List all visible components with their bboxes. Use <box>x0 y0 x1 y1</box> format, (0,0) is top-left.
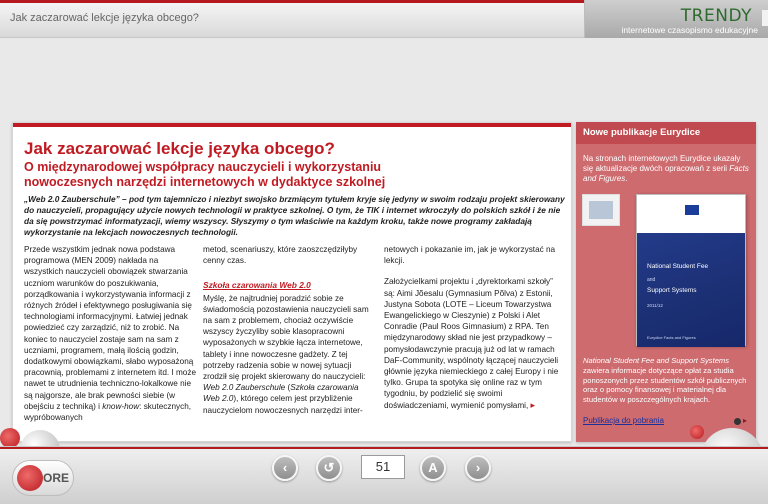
report-cover-band <box>637 233 745 347</box>
column-3-paragraph-2 <box>384 276 564 410</box>
brand-subtitle: internetowe czasopismo edukacyjne <box>621 25 758 35</box>
report-cover-top <box>637 195 745 233</box>
article-accent <box>13 123 571 127</box>
next-arrow-icon[interactable]: ▸ <box>743 416 748 425</box>
text-span: Myślę, że najtrudniej poradzić sobie ze świadomością pozostawienia nauczycieli sam na sam z problemem, chociaż oczywiście wszyscy życzyliby sobie klasopracowni wyposażonych w szybkie łącza internetowe, tablety i inne nowoczesne gadżety. Z tej potrzeby radzenia sobie w nowej sytuacji zrodził się projekt skierowany do nauczycieli: <box>203 293 369 382</box>
article-column-2 <box>203 244 375 426</box>
ore-logo[interactable] <box>12 460 74 496</box>
article-title: Jak zaczarować lekcje języka obcego? <box>24 139 335 158</box>
emphasis: National Student Fee and Support Systems <box>583 356 730 365</box>
sidebar-panel <box>576 122 756 442</box>
top-bar <box>0 0 768 38</box>
article-lead: „Web 2.0 Zauberschule” – pod tym tajemniczo i niezbyt swojsko brzmiącym tytułem kryje się jedyny w swoim rodzaju projekt skierowany do nauczycieli, propagujący użycie nowych technologii w praktyce szkolnej. O tym, że TIK i internet wkroczyły do polskich szkół i że nie da się powstrzymać informatyzacji, wiemy wszyscy. Słyszymy o tym właściwie na każdym kroku, także nowe programy zakładają wykorzystanie na lekcjach nowoczesnych technologii. <box>24 194 565 237</box>
emphasis: Facts and Figures <box>583 164 749 183</box>
text-span: ), którego celem jest przybliżenie nauczycielom nowoczesnych narzędzi inter- <box>203 394 363 415</box>
article-column-1 <box>24 244 196 433</box>
column-3-paragraph: netowych i pokazanie im, jak je wykorzystać na lekcji. <box>384 245 556 266</box>
publication-thumbnail[interactable] <box>582 194 620 226</box>
text-span: . <box>625 174 628 183</box>
pager-dot-icon[interactable] <box>734 418 741 425</box>
page-number[interactable]: 51 <box>361 455 405 479</box>
column-2-paragraph-2 <box>203 293 375 416</box>
column-1-paragraph <box>24 244 196 423</box>
column-2-paragraph: metod, scenariuszy, które zaoszczędziłyby cenny czas. <box>203 245 358 266</box>
back-button[interactable]: ↺ <box>316 455 342 481</box>
emphasis: Web 2.0 Zauberschule <box>203 383 286 393</box>
article-panel <box>12 122 572 442</box>
article-subtitle: O międzynarodowej współpracy nauczycieli i wykorzystaniu nowoczesnych narzędzi internetowych w dydaktyce szkolnej <box>24 160 386 189</box>
report-cover[interactable] <box>636 194 746 346</box>
section-heading: Szkoła czarowania Web 2.0 <box>203 280 311 291</box>
decorative-red-sphere <box>0 428 20 448</box>
next-page-button[interactable]: › <box>465 455 491 481</box>
eu-flag-icon <box>685 205 699 215</box>
header-title: Jak zaczarować lekcje języka obcego? <box>10 12 199 24</box>
continue-arrow-icon[interactable]: ▸ <box>530 399 536 410</box>
emphasis: know-how <box>102 401 140 411</box>
thumbnail-image <box>589 201 613 219</box>
ore-logo-text: ORE <box>43 471 70 485</box>
sidebar-description <box>583 356 751 405</box>
text-span: Przede wszystkim jednak nowa podstawa programowa (MEN 2009) nakłada na wszystkich nauczycieli obowiązek stwarzania uczniom warunków do poszukiwania, porządkowania i wykorzystywania informacji z różnych źródeł i efektywnego posługiwania się technologiami informacyjnymi. Łatwiej jednak powiedzieć czy zarządzić, niż to zrobić. Na koniec to nauczyciel zostaje sam na sam z uczniami, programem, małą ilością godzin, dodatkowymi obowiązkami, słabo wyposażoną pracownią, problemami z internetem itd. I może nawet te utrudnienia techniczno-lokalkowe nie są najgorsze, ale brak pewności siebie (w obejściu z techniką) i <box>24 245 197 411</box>
brand-tab <box>762 10 768 26</box>
report-series: Eurydice Facts and Figures <box>647 335 696 340</box>
brand-logo: TRENDY <box>680 6 752 26</box>
sidebar-intro <box>583 154 751 184</box>
bottom-accent-stripe <box>0 447 768 449</box>
decorative-red-sphere-small <box>690 425 704 439</box>
report-year: 2011/12 <box>647 303 663 308</box>
article-column-3 <box>384 244 564 421</box>
emphasis: Szkoła czarowania Web 2.0 <box>203 383 359 404</box>
prev-page-button[interactable]: ‹ <box>272 455 298 481</box>
report-title-line-3: Support Systems <box>647 287 697 294</box>
text-span: zawiera informacje dotyczące opłat za studia ponoszonych przez studentów szkół publicznych oraz o pomocy finansowej i materialnej dla studentów w poszczególnych krajach. <box>583 365 747 405</box>
ore-logo-circle-icon <box>17 465 43 491</box>
report-title-line-1: National Student Fee <box>647 263 709 270</box>
text-span: : skutecznych, wypróbowanych <box>24 401 192 423</box>
text-span: ( <box>285 383 291 393</box>
text-span: Na stronach internetowych Eurydice ukazały się aktualizacje dwóch opracowań z serii <box>583 154 741 173</box>
sidebar-title: Nowe publikacje Eurydice <box>583 127 701 138</box>
sidebar-header <box>576 122 756 144</box>
report-title-line-2: and <box>647 277 656 283</box>
download-link[interactable]: Publikacja do pobrania <box>583 416 664 425</box>
text-span: Założycielkami projektu i „dyrektorkami szkoły” są: Aimi Jõesalu (Gymnasium Põlva) z Estonii, Justyna Sobota (LOTE – Liceum Towarzystwa Ewangelickiego w Cieszynie) z Polski i Alet Conradie (Paul Roos Gimnasium) z RPA. Ten międzynarodowy skład nie jest przypadkowy – pomysłodawczynie pracują już od lat w ramach DaF-Community, wspólnoty łączącej nauczycieli głównie języka niemieckiego z całej Europy i nie tylko. Grupa ta spotyka się online raz w tym tygodniu, by podzielić się swoimi doświadczeniami, wymienić pomysłami, <box>384 277 559 410</box>
font-size-button[interactable]: A <box>420 455 446 481</box>
brand-box[interactable] <box>584 0 768 38</box>
